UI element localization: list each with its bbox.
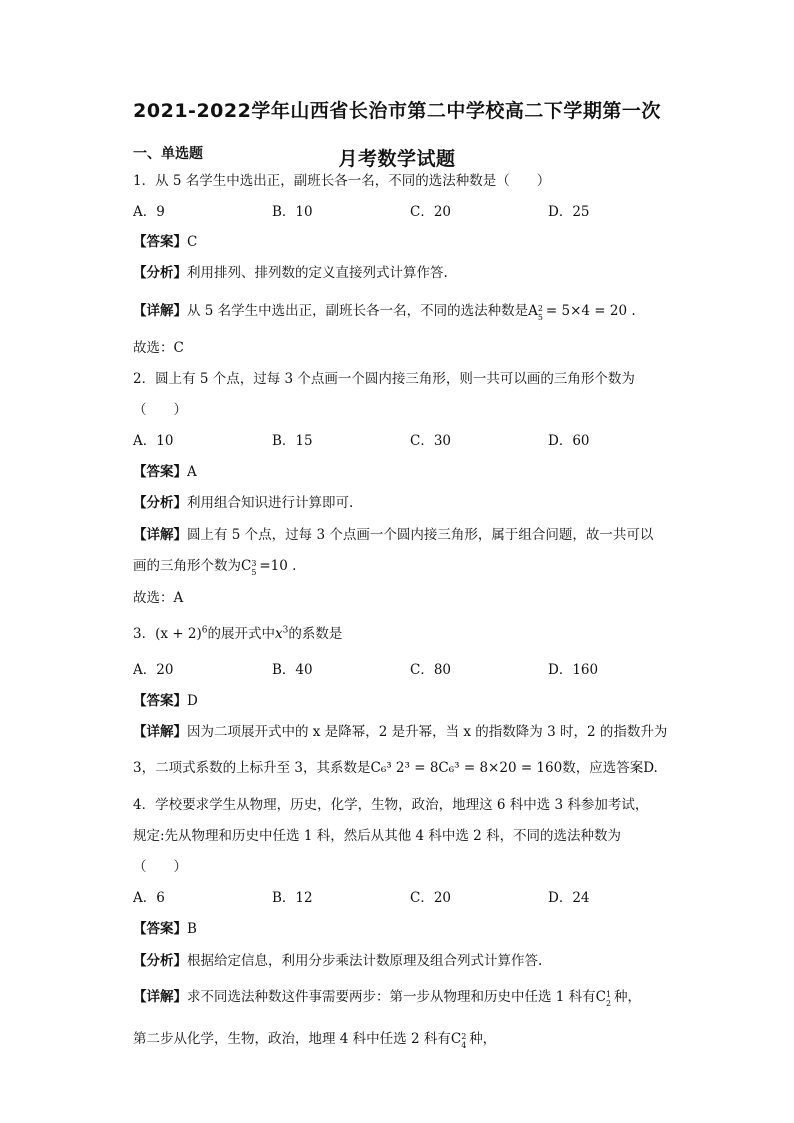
q2-stem-paren: （ ） — [133, 402, 187, 418]
q1-detail-text: 从 5 名学生中选出正，副班长各一名，不同的选法种数是 — [187, 303, 529, 319]
q1-analysis — [133, 264, 448, 282]
q3-option-b: B．40 — [272, 662, 313, 678]
q1-detail — [133, 302, 636, 320]
q2-stem: 2．圆上有 5 个点，过每 3 个点画一个圆内接三角形，则一共可以画的三角形个数为 — [133, 371, 635, 387]
detail-label: 【详解】 — [133, 303, 187, 319]
q1-option-a: A．9 — [133, 204, 165, 220]
q4-detail-formula-2: C 2 4 — [450, 1031, 467, 1050]
q2-conclusion: 故选：A — [133, 590, 184, 606]
q2-option-b: B．15 — [272, 433, 313, 449]
q3-detail-line1: 【详解】因为二项展开式中的 x 是降幂，2 是升幂，当 x 的指数降为 3 时，2 的指数升为 — [133, 724, 668, 740]
q1-option-b: B．10 — [272, 204, 313, 220]
q4-analysis-text: 根据给定信息，利用分步乘法计数原理及组合列式计算作答. — [187, 953, 543, 969]
q3-detail-formula: C₆³ 2³ = 8C₆³ = 8×20 = 160 — [370, 760, 563, 776]
q2-detail-formula: C 3 5 =10 . — [241, 558, 297, 577]
section-heading: 一、单选题 — [133, 146, 203, 162]
q3-option-d: D．160 — [548, 662, 599, 678]
q3-option-c: C．80 — [410, 662, 452, 678]
q1-stem: 1．从 5 名学生中选出正，副班长各一名，不同的选法种数是（ ） — [133, 173, 551, 189]
q4-option-a: A．6 — [133, 890, 165, 906]
q4-detail-line2: 第二步从化学，生物，政治，地理 4 科中任选 2 科有C 2 4 种， — [133, 1031, 497, 1050]
q4-analysis: 【分析】根据给定信息，利用分步乘法计数原理及组合列式计算作答. — [133, 953, 543, 969]
q1-analysis-text: 利用排列、排列数的定义直接列式计算作答. — [187, 265, 448, 281]
q4-option-c: C．20 — [410, 890, 452, 906]
q2-analysis: 【分析】利用组合知识进行计算即可. — [133, 495, 354, 511]
q3-option-a: A．20 — [133, 662, 174, 678]
q4-stem-paren: （ ） — [133, 859, 187, 875]
answer-label: 【答案】 — [133, 234, 187, 250]
q2-option-c: C．30 — [410, 433, 452, 449]
analysis-label: 【分析】 — [133, 265, 187, 281]
q3-answer: 【答案】D — [133, 693, 198, 709]
q1-option-d: D．25 — [548, 204, 590, 220]
q2-detail-line2: 画的三角形个数为C 3 5 =10 . — [133, 558, 297, 577]
q4-detail-formula-1: C 1 2 — [595, 989, 612, 1008]
q3-stem-expression: $(x + 2)^6$ — [155, 625, 208, 642]
q1-option-c: C．20 — [410, 204, 452, 220]
q1-answer — [133, 233, 197, 251]
q1-answer-value: C — [187, 234, 198, 250]
q2-option-d: D．60 — [548, 433, 590, 449]
q3-stem: 3．$(x + 2)^6$的展开式中$x^3$的系数是 — [133, 625, 343, 642]
q1-conclusion: 故选：C — [133, 340, 184, 356]
doc-title-line2: 月考数学试题 — [338, 148, 456, 170]
q4-option-d: D．24 — [548, 890, 590, 906]
q2-answer: 【答案】A — [133, 464, 197, 480]
q4-stem-line1: 4．学校要求学生从物理，历史，化学，生物，政治，地理这 6 科中选 3 科参加考试， — [133, 797, 649, 813]
q4-answer: 【答案】B — [133, 921, 197, 937]
q1-detail-formula: A 2 5 = 5×4 = 20 . — [528, 303, 636, 322]
q2-answer-value: A — [187, 464, 197, 480]
q3-answer-value: D — [187, 693, 198, 709]
q4-stem-line2: 规定:先从物理和历史中任选 1 科，然后从其他 4 科中选 2 科，不同的选法种数为 — [133, 828, 622, 844]
q3-detail-line2: 3，二项式系数的上标升至 3，其系数是C₆³ 2³ = 8C₆³ = 8×20 = 160数，应选答案D. — [133, 760, 658, 776]
q2-analysis-text: 利用组合知识进行计算即可. — [187, 495, 354, 511]
q4-detail-line1: 【详解】求不同选法种数这件事需要两步：第一步从物理和历史中任选 1 科有C 1 2 种， — [133, 989, 642, 1008]
q2-detail-line1: 【详解】圆上有 5 个点，过每 3 个点画一个圆内接三角形，属于组合问题，故一共可以 — [133, 527, 654, 543]
q4-option-b: B．12 — [272, 890, 313, 906]
doc-title-line1: 2021-2022学年山西省长治市第二中学校高二下学期第一次 — [133, 100, 661, 122]
q4-answer-value: B — [187, 921, 197, 937]
q2-option-a: A．10 — [133, 433, 174, 449]
